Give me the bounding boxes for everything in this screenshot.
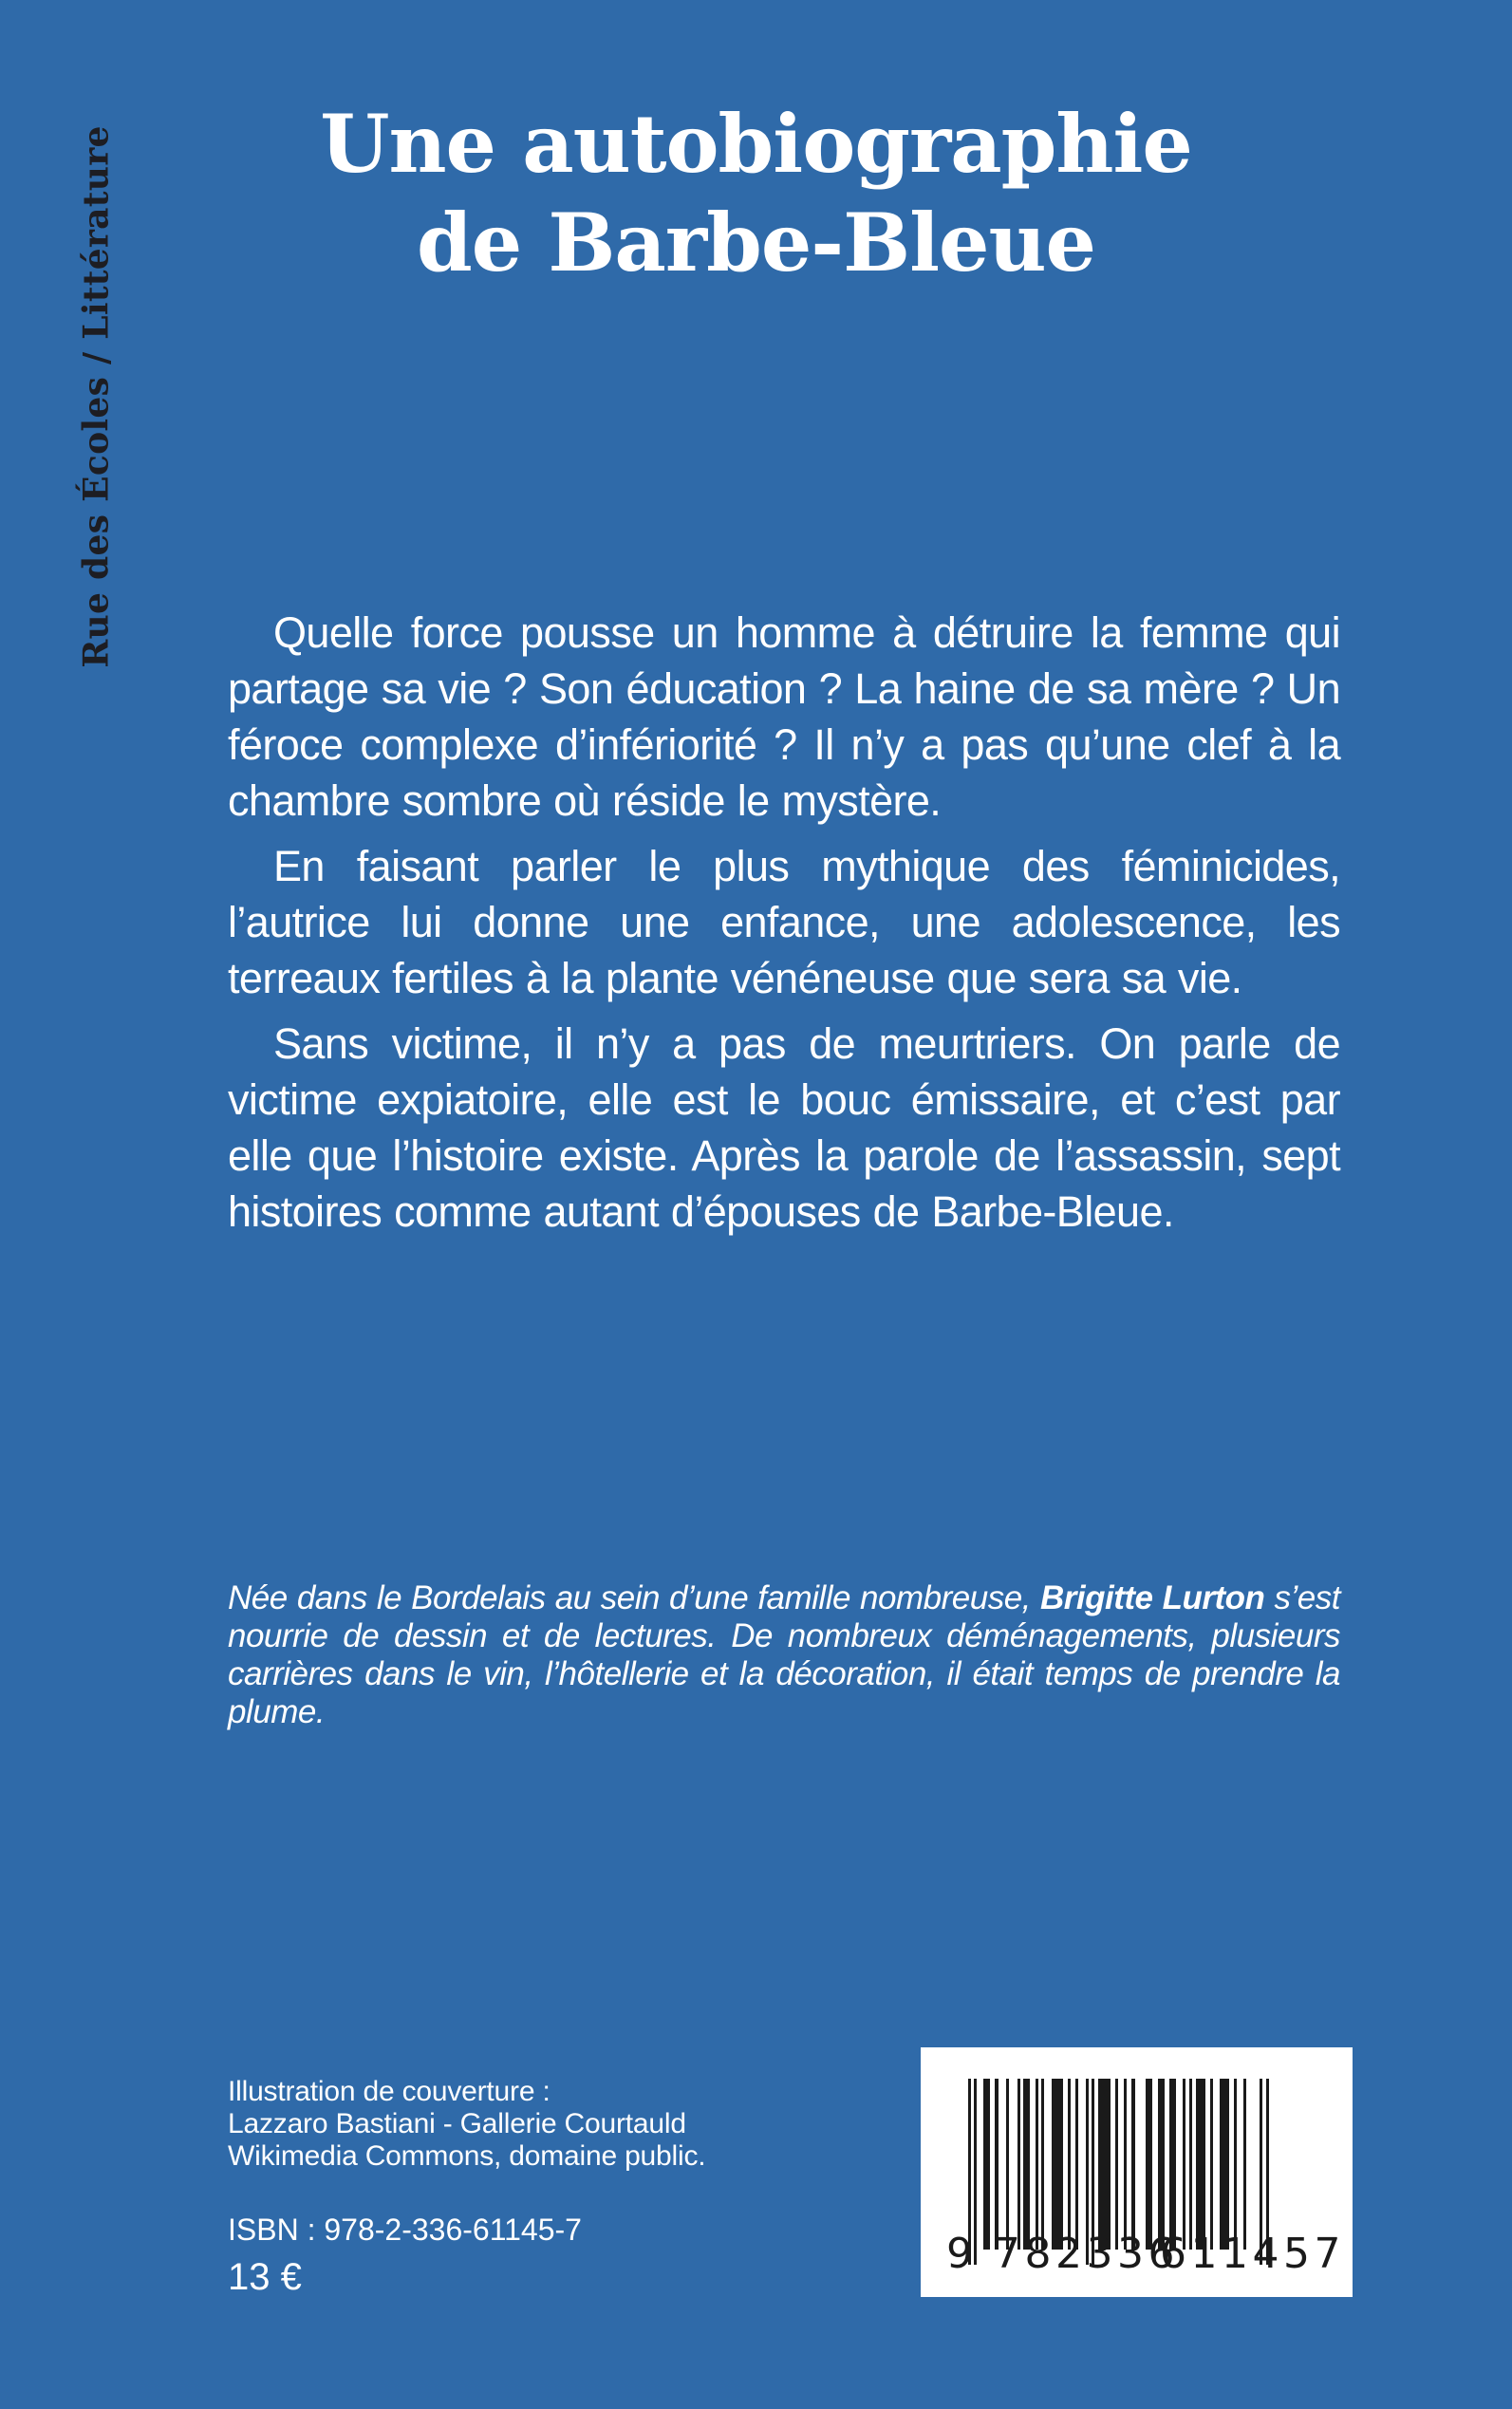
credits-line-3: Wikimedia Commons, domaine public.: [228, 2140, 706, 2172]
book-title: [0, 95, 1512, 292]
blurb-paragraph-3: Sans victime, il n’y a pas de meurtriers. On parle de victime expiatoire, elle est le bouc émissaire, et c’est par elle que l’histoire existe. Après la parole de l’assassin, sept histoires comme autant d’épouses de Barbe-Bleue.: [228, 1019, 1340, 1236]
barcode-first-digit: 9: [946, 2230, 973, 2278]
credits-line-2: Lazzaro Bastiani - Gallerie Courtauld: [228, 2108, 686, 2139]
author-name: Brigitte Lurton: [1040, 1579, 1265, 1616]
isbn-value: 978-2-336-61145-7: [324, 2213, 582, 2247]
book-title-line-2: de Barbe-Bleue: [416, 196, 1095, 289]
illustration-credits: [228, 2076, 705, 2173]
credits-line-1: Illustration de couverture :: [228, 2076, 551, 2107]
back-cover-blurb: [228, 605, 1340, 1249]
price: 13 €: [228, 2256, 302, 2298]
book-title-line-1: Une autobiographie: [320, 97, 1192, 191]
barcode-right-group: 611457: [1160, 2230, 1345, 2278]
bio-rest: s’est nourrie de dessin et de lectures. De nombreux déménagements, plusieurs carrières dans le vin, l’hôtellerie et la décoration, il était temps de prendre la plume.: [228, 1579, 1340, 1730]
blurb-paragraph-1: Quelle force pousse un homme à détruire la femme qui partage sa vie ? Son éducation ? La haine de sa mère ? Un féroce complexe d’infériorité ? Il n’y a pas qu’une clef à la chambre sombre où réside le mystère.: [228, 608, 1340, 825]
bio-intro: Née dans le Bordelais au sein d’une famille nombreuse,: [228, 1579, 1040, 1616]
author-bio: [228, 1579, 1340, 1731]
barcode-box: [921, 2047, 1353, 2297]
isbn: [228, 2212, 582, 2248]
blurb-paragraph-2: En faisant parler le plus mythique des féminicides, l’autrice lui donne une enfance, une adolescence, les terreaux fertiles à la plante vénéneuse que sera sa vie.: [228, 842, 1340, 1002]
barcode-left-group: 782336: [994, 2230, 1179, 2278]
isbn-label: ISBN :: [228, 2213, 325, 2247]
collection-text: Rue des Écoles / Littérature: [77, 124, 118, 668]
